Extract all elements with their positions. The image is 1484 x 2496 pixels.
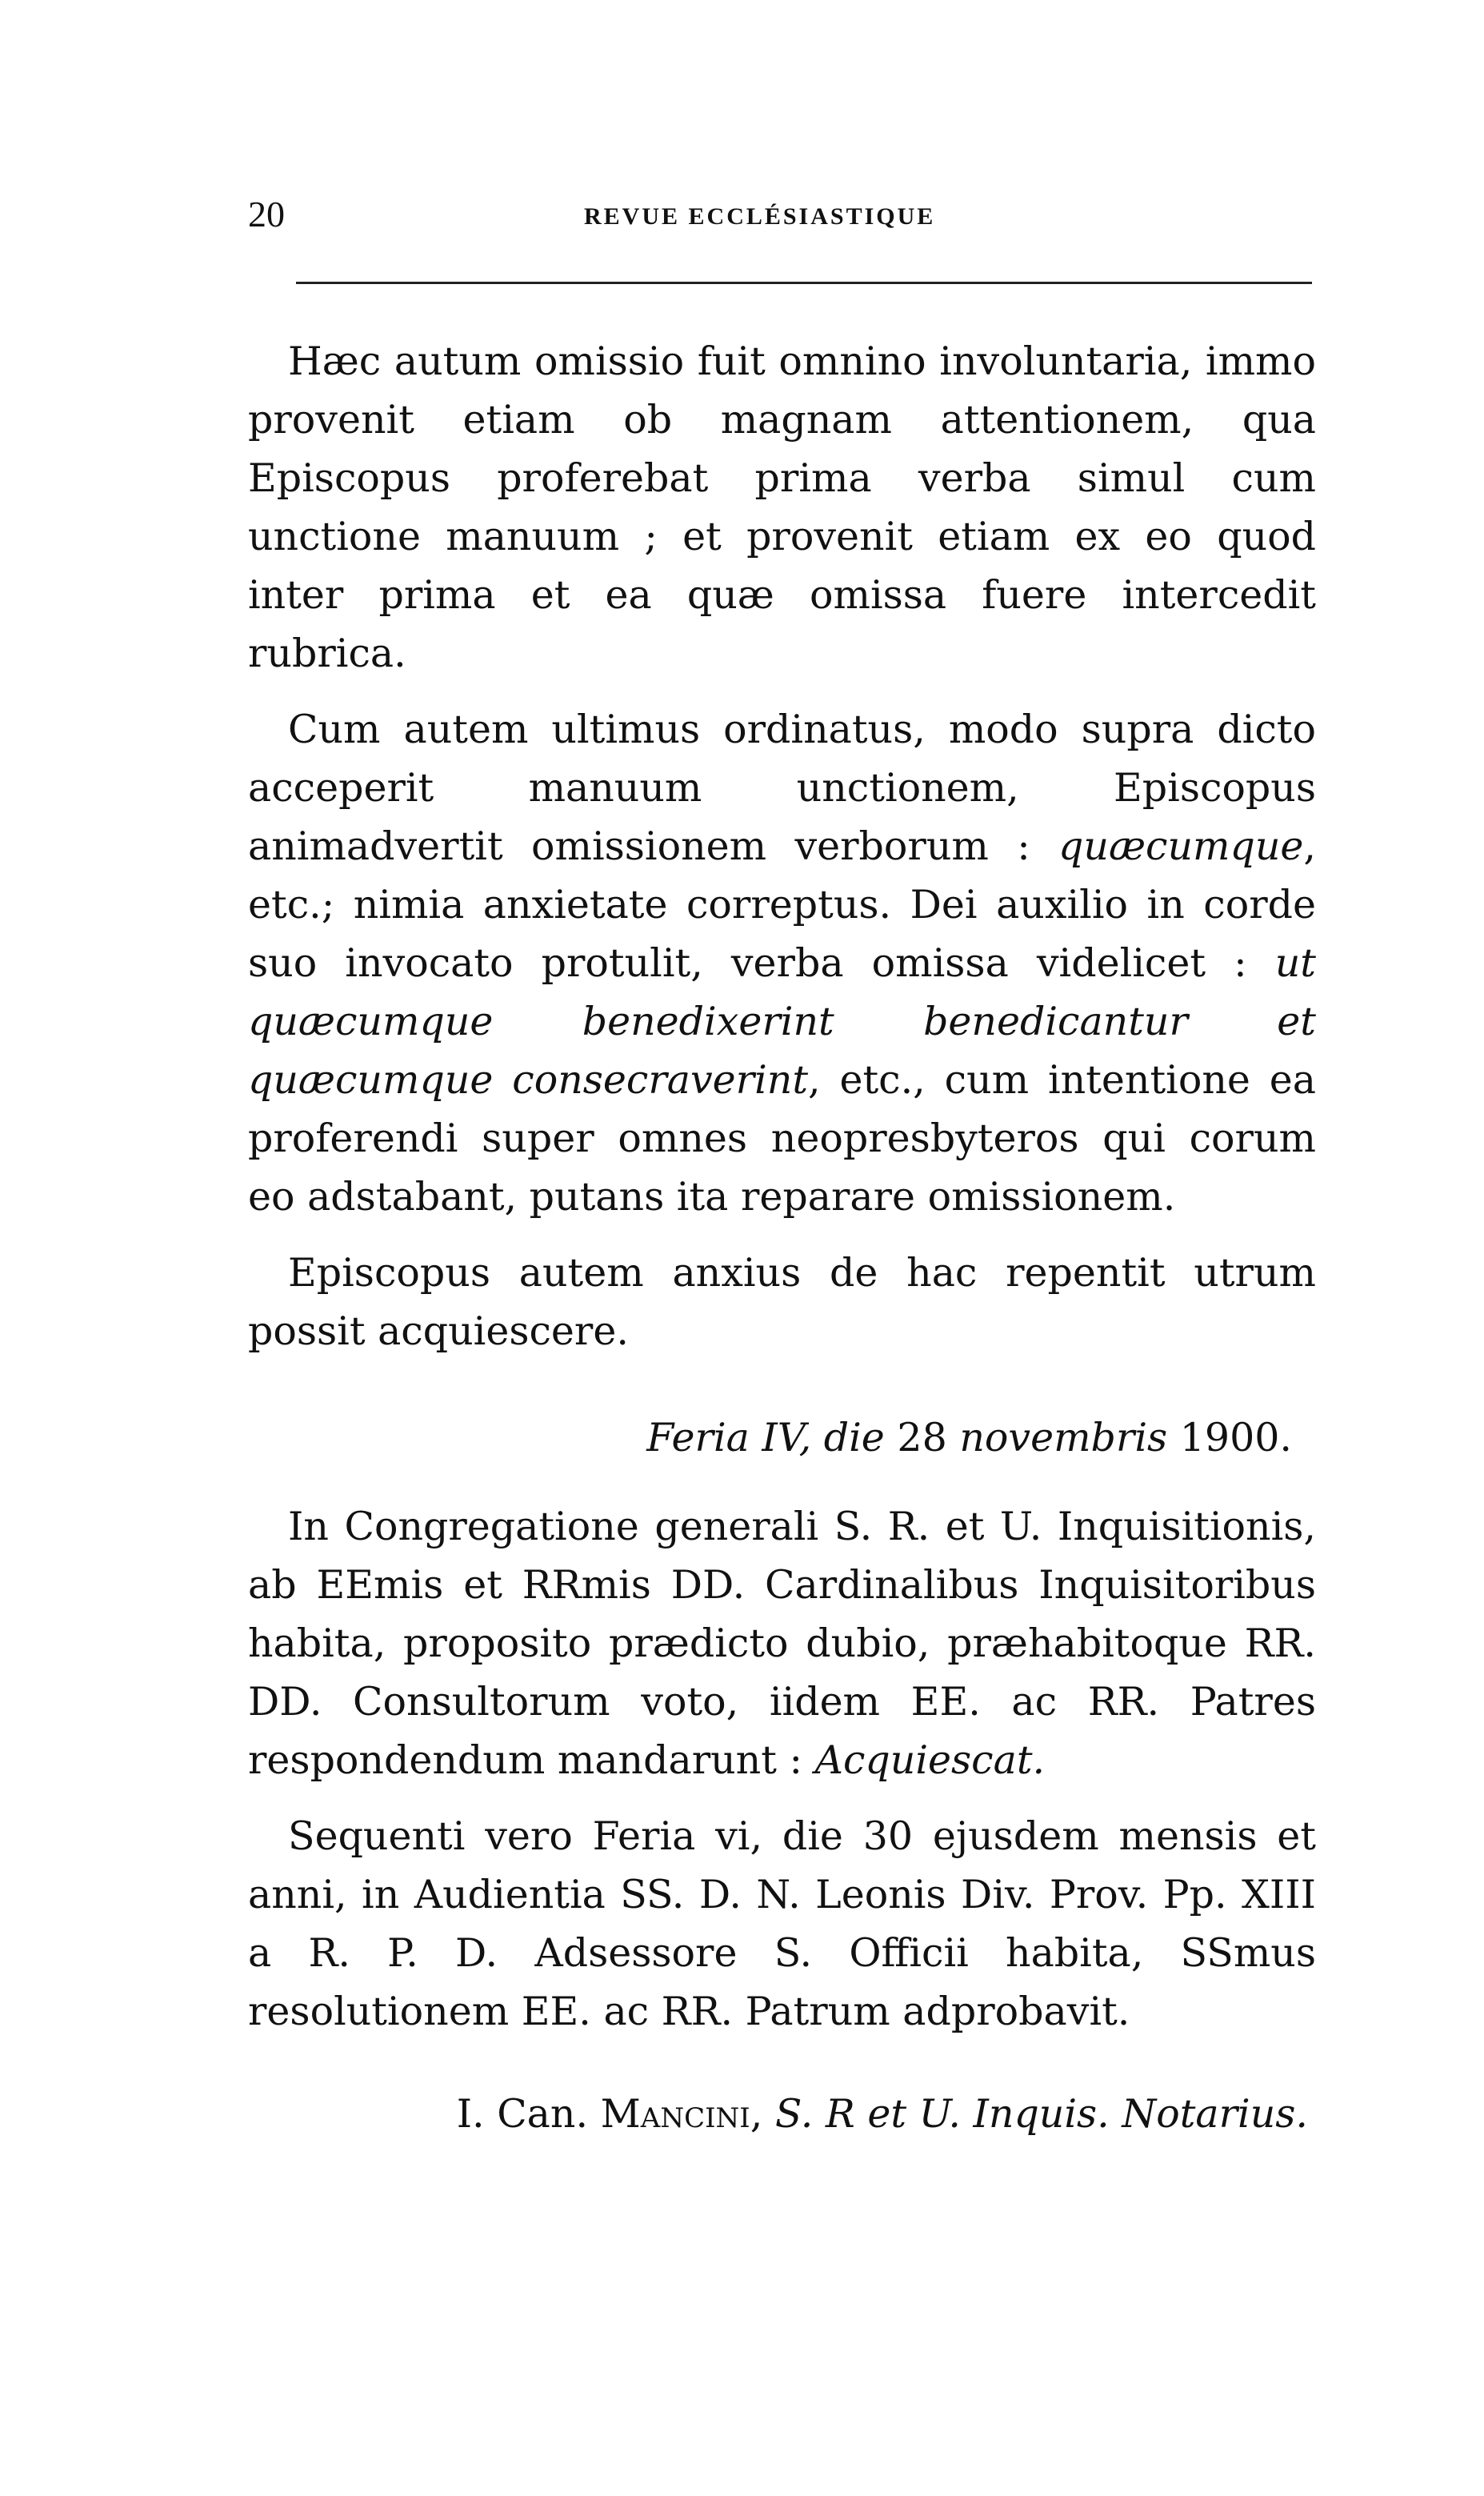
- decision-verdict: Acquiescat.: [814, 1737, 1046, 1783]
- page-header: [248, 190, 1316, 238]
- paragraph-question: Episcopus autem anxius de hac repentit utrum possit acquiescere.: [248, 1250, 1316, 1354]
- decision-text: In Congregatione generali S. R. et U. Inquisitionis, ab EEmis et RRmis DD. Cardinalibus Inquisitoribus habita, proposito prædicto dubio, præhabitoque RR. DD. Consultorum voto, iidem EE. ac RR. Patres respondendum mandarunt :: [248, 1504, 1316, 1783]
- page-number: 20: [248, 194, 285, 234]
- signature-name: Mancini: [600, 2091, 750, 2137]
- paragraph-approval: Sequenti vero Feria vi, die 30 ejusdem mensis et anni, in Audientia SS. D. N. Leonis Div. Prov. Pp. XIII a R. P. D. Adsessore S. Officii habita, SSmus resolutionem EE. ac RR. Patrum adprobavit.: [248, 1813, 1316, 2034]
- paragraph-text: , etc., cum intentione ea proferendi super omnes neopresbyteros qui corum eo adstabant, putans ita reparare omissionem.: [248, 1057, 1316, 1220]
- signature-separator: ,: [750, 2091, 775, 2137]
- dateline-day: Feria IV, die: [646, 1415, 885, 1460]
- header-rule: [296, 282, 1312, 284]
- dateline: [248, 1408, 1316, 1467]
- paragraph-omission: Hæc autum omissio fuit omnino involuntaria, immo provenit etiam ob magnam attentionem, qua Episcopus proferebat prima verba simul cum unctione manuum ; et provenit etiam ex eo quod inter prima et ea quæ omissa fuere intercedit rubrica.: [248, 339, 1316, 676]
- body-text: [248, 332, 1316, 2143]
- dateline-number: 28: [884, 1415, 960, 1460]
- paragraph-decision: [248, 1497, 1316, 1789]
- signature-title: S. R et U. Inquis. Notarius.: [774, 2091, 1308, 2137]
- paragraph-text: Cum autem ultimus ordinatus, modo supra dicto acceperit manuum unctionem, Episcopus animadvertit omissionem verborum :: [248, 707, 1316, 869]
- signature-prefix: I. Can.: [456, 2091, 601, 2137]
- quoted-word: quæcumque: [1058, 823, 1304, 869]
- quoted-formula: ut quæcumque benedixerint benedicantur et quæcumque consecraverint: [248, 940, 1316, 1103]
- signature: [248, 2085, 1316, 2143]
- dateline-year: 1900.: [1167, 1415, 1292, 1460]
- paragraph-correction: [248, 700, 1316, 1226]
- dateline-month: novembris: [959, 1415, 1168, 1460]
- running-head: REVUE ECCLÉSIASTIQUE: [584, 203, 936, 230]
- paragraph-text: , etc.; nimia anxietate correptus. Dei auxilio in corde suo invocato protulit, verba omissa videlicet :: [248, 823, 1316, 986]
